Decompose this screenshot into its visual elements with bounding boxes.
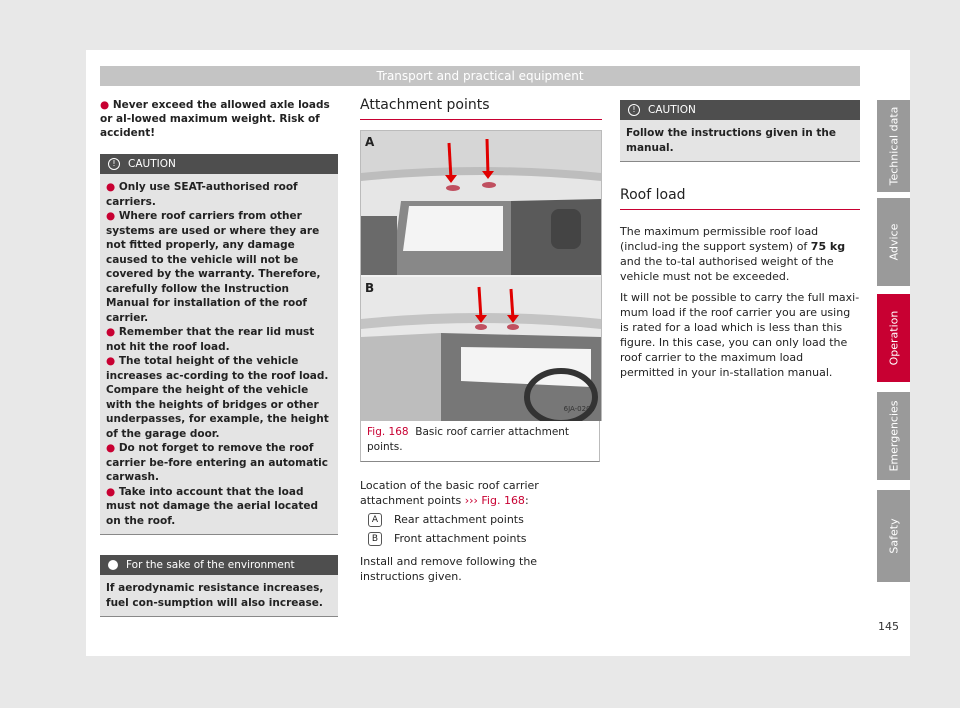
legend-item: A Rear attachment points [378, 512, 602, 527]
bullet-icon: ● [106, 210, 119, 222]
bullet-icon: ● [106, 485, 119, 498]
closing-paragraph: Install and remove following the instructions given. [360, 555, 538, 583]
environment-header: For the sake of the environment [100, 555, 338, 575]
figure-link[interactable]: ››› Fig. 168 [464, 494, 525, 507]
roof-load-paragraph-2: It will not be possible to carry the full maxi-mum load if the roof carrier you are using is rated for a load which is less than this figure. In this case, you can only load the roof carrier to the maximum load permitted in your in-stallation manual. [620, 291, 860, 379]
tab-safety[interactable]: Safety [877, 490, 910, 582]
car-interior-a-image [361, 131, 601, 275]
caution-header: ! CAUTION [620, 100, 860, 120]
tab-technical-data[interactable]: Technical data [877, 100, 910, 192]
figure-168 [360, 130, 602, 421]
section-title-attachment: Attachment points [360, 98, 602, 120]
tab-emergencies[interactable]: Emergencies [877, 392, 910, 480]
bullet-icon: ● [106, 181, 119, 193]
caution-item: ● Do not forget to remove the roof carrier be-fore entering an automatic carwash. [106, 442, 328, 483]
roof-load-paragraph-1: The maximum permissible roof load (includ-ing the support system) of 75 kg and the to-tal authorised weight of the vehicle must not be exceeded. [620, 225, 846, 283]
warning-item: ● Never exceed the allowed axle loads or al-lowed maximum weight. Risk of accident! [100, 99, 330, 139]
figure-label-a: A [365, 135, 375, 149]
caution-body [100, 174, 338, 534]
legend-list [360, 512, 602, 546]
bullet-icon: ● [106, 442, 119, 454]
figure-panel-a [361, 131, 601, 275]
column-middle [360, 98, 602, 584]
environment-box [100, 555, 338, 617]
caution-item: ● Only use SEAT-authorised roof carriers. [106, 181, 298, 208]
caution-item: ● Take into account that the load must not damage the aerial located on the roof. [106, 485, 318, 527]
page-number: 145 [878, 620, 899, 633]
caution-item: ● Remember that the rear lid must not hit the roof load. [106, 326, 315, 353]
environment-body: If aerodynamic resistance increases, fuel con-sumption will also increase. [100, 575, 338, 616]
caution-icon: ! [628, 104, 640, 116]
tab-advice[interactable]: Advice [877, 198, 910, 286]
tab-operation[interactable]: Operation [877, 294, 910, 382]
caution-body: Follow the instructions given in the manual. [620, 120, 860, 161]
caution-header: ! CAUTION [100, 154, 338, 174]
figure-panel-b [361, 277, 601, 421]
figure-label-b: B [365, 281, 375, 295]
letter-badge: B [368, 532, 382, 546]
section-title-roof-load: Roof load [620, 188, 860, 210]
column-left [100, 98, 338, 617]
bullet-icon: ● [106, 326, 119, 338]
leaf-icon [108, 560, 118, 570]
letter-badge: A [368, 513, 382, 527]
legend-item: B Front attachment points [378, 531, 602, 546]
bullet-icon: ● [106, 355, 119, 367]
caution-box [100, 154, 338, 535]
figure-code: 6JA-0204 [563, 405, 595, 413]
caution-item: ● The total height of the vehicle increases ac-cording to the roof load. Compare the height of the vehicle with the heights of bridges or other underpasses, for example, the height of the garage door. [106, 355, 329, 440]
column-right [620, 100, 860, 380]
bullet-icon: ● [100, 99, 113, 111]
caution-icon: ! [108, 158, 120, 170]
caution-item: ● Where roof carriers from other systems are used or where they are not fitted properly, any damage caused to the vehicle will not be covered by the warranty. Therefore, carefully follow the Instruction Manual for installation of the roof carrier. [106, 210, 321, 324]
page-header: Transport and practical equipment [100, 66, 860, 86]
intro-paragraph: Location of the basic roof carrier attachment points ››› Fig. 168: [360, 479, 539, 507]
car-interior-b-image [361, 277, 601, 421]
figure-caption: Fig. 168 Basic roof carrier attachment points. [360, 421, 600, 462]
caution-box-right [620, 100, 860, 162]
